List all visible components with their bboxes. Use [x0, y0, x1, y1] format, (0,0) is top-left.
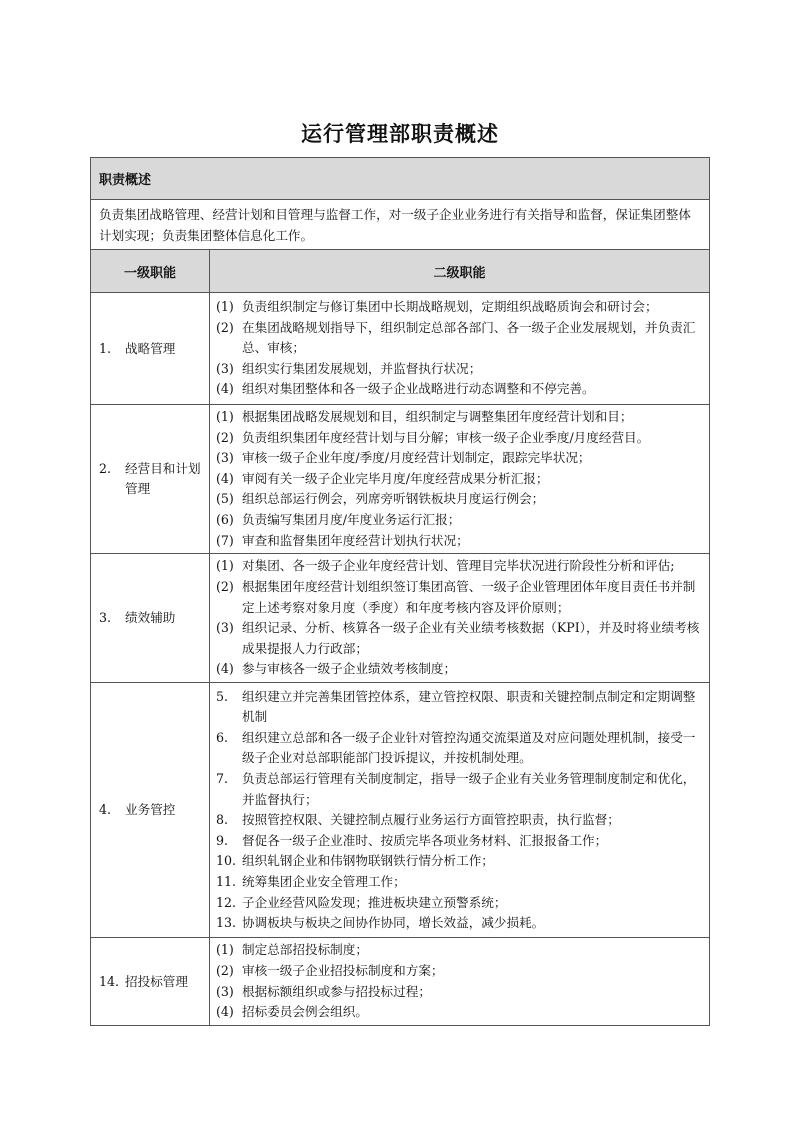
level1-name: 战略管理	[125, 340, 176, 356]
item-number: (4)	[216, 381, 234, 397]
overview-heading: 职责概述	[91, 158, 710, 200]
item-number: (7)	[216, 532, 234, 548]
item-number: (2)	[216, 319, 234, 335]
list-item	[216, 831, 703, 852]
item-number: 6.	[216, 729, 229, 745]
overview-text: 负责集团战略管理、经营计划和目管理与监督工作，对一级子企业业务进行有关指导和监督，保证集团整体计划实现；负责集团整体信息化工作。	[91, 200, 710, 250]
list-item	[216, 469, 703, 490]
item-number: (2)	[216, 429, 234, 445]
item-number: (2)	[216, 963, 234, 979]
item-text: 审查和监督集团年度经营计划执行状况；	[242, 532, 469, 548]
table-row	[91, 683, 710, 938]
level2-cell	[210, 554, 710, 683]
list-item	[216, 318, 703, 359]
level1-number: 14.	[99, 973, 120, 989]
item-number: (3)	[216, 620, 234, 636]
level1-number: 3.	[99, 610, 112, 626]
responsibility-table	[90, 157, 710, 1026]
list-item	[216, 428, 703, 449]
table-row	[91, 938, 710, 1026]
list-item	[216, 531, 703, 552]
list-item	[216, 448, 703, 469]
item-number: (3)	[216, 450, 234, 466]
level2-cell	[210, 405, 710, 554]
item-number: 9.	[216, 832, 229, 848]
level1-cell	[91, 293, 210, 405]
item-number: (1)	[216, 942, 234, 958]
item-number: 5.	[216, 688, 229, 704]
item-text: 组织总部运行例会，列席旁听钢铁板块月度运行例会；	[242, 491, 545, 507]
item-number: 8.	[216, 812, 229, 828]
item-number: (5)	[216, 491, 234, 507]
list-item	[216, 851, 703, 872]
item-number: 7.	[216, 770, 229, 786]
page-title: 运行管理部职责概述	[301, 121, 499, 146]
list-item	[216, 510, 703, 531]
item-number: 12.	[216, 894, 237, 910]
item-text: 组织建立总部和各一级子企业针对管控沟通交流渠道及对应问题处理机制，接受一级子企业对总部职能部门投诉提议，并按机制处理。	[242, 729, 696, 766]
item-number: (1)	[216, 409, 234, 424]
list-item	[216, 872, 703, 893]
list-item	[216, 577, 703, 618]
list-item	[216, 728, 703, 769]
item-number: (6)	[216, 511, 234, 527]
level1-number: 2.	[99, 461, 112, 477]
list-item	[216, 407, 703, 428]
level1-number: 1.	[99, 340, 112, 356]
level1-cell	[91, 938, 210, 1026]
list-item	[216, 659, 703, 680]
level1-cell	[91, 554, 210, 683]
item-text: 根据集团年度经营计划组织签订集团高管、一级子企业管理团体年度目责任书并制定上述考察对象月度（季度）和年度考核内容及评价原则；	[242, 578, 696, 615]
item-number: 13.	[216, 915, 237, 931]
list-item	[216, 893, 703, 914]
item-text: 组织轧钢企业和伟钢物联钢铁行情分析工作；	[242, 853, 494, 869]
item-number: (4)	[216, 661, 234, 677]
list-item	[216, 618, 703, 659]
item-text: 审核一级子企业招投标制度和方案；	[242, 963, 444, 979]
column-header-level1: 一级职能	[91, 250, 210, 293]
item-text: 组织建立并完善集团管控体系，建立管控权限、职责和关键控制点制定和定期调整机制	[242, 688, 696, 725]
item-text: 统筹集团企业安全管理工作；	[242, 873, 406, 889]
item-text: 根据标额组织或参与招投标过程；	[242, 983, 431, 999]
item-text: 负责组织制定与修订集团中长期战略规划，定期组织战略质询会和研讨会；	[242, 299, 658, 315]
item-text: 在集团战略规划指导下，组织制定总部各部门、各一级子企业发展规划，并负责汇总、审核；	[242, 319, 696, 356]
item-text: 协调板块与板块之间协作协同，增长效益，减少损耗。	[242, 915, 545, 931]
item-number: (4)	[216, 470, 234, 486]
list-item	[216, 982, 703, 1003]
item-text: 子企业经营风险发现；推进板块建立预警系统；	[242, 894, 507, 910]
item-text: 督促各一级子企业准时、按质完毕各项业务材料、汇报报备工作；	[242, 832, 608, 848]
item-number: (1)	[216, 558, 234, 574]
list-item	[216, 913, 703, 934]
column-header-level2: 二级职能	[210, 250, 710, 293]
level1-name: 业务管控	[125, 802, 176, 818]
level1-name: 经营目和计划管理	[125, 461, 201, 497]
list-item	[216, 961, 703, 982]
item-text: 招标委员会例会组织。	[242, 1004, 368, 1020]
table-row	[91, 293, 710, 405]
list-item	[216, 379, 703, 400]
item-text: 对集团、各一级子企业年度经营计划、管理目完毕状况进行阶段性分析和评估;	[242, 558, 675, 574]
list-item	[216, 1002, 703, 1023]
item-text: 按照管控权限、关键控制点履行业务运行方面管控职责，执行监督；	[242, 812, 620, 828]
item-number: (1)	[216, 299, 234, 315]
item-number: (3)	[216, 983, 234, 999]
table-row	[91, 554, 710, 683]
list-item	[216, 810, 703, 831]
item-text: 负责总部运行管理有关制度制定，指导一级子企业有关业务管理制度制定和优化，并监督执行；	[242, 770, 696, 807]
table-row	[91, 405, 710, 554]
level2-cell	[210, 293, 710, 405]
item-text: 组织实行集团发展规划，并监督执行状况；	[242, 360, 482, 376]
item-text: 根据集团战略发展规划和目，组织制定与调整集团年度经营计划和目；	[242, 409, 633, 424]
level1-cell	[91, 683, 210, 938]
list-item	[216, 556, 703, 577]
item-text: 组织记录、分析、核算各一级子企业有关业绩考核数据（KPI），并及时将业绩考核成果提报人力行政部；	[242, 620, 700, 656]
level1-name: 招投标管理	[125, 973, 188, 989]
item-number: (3)	[216, 360, 234, 376]
item-text: 负责组织集团年度经营计划与目分解；审核一级子企业季度/月度经营目。	[242, 429, 650, 445]
list-item	[216, 769, 703, 810]
item-text: 负责编写集团月度/年度业务运行汇报；	[242, 511, 461, 527]
list-item	[216, 489, 703, 510]
level1-cell	[91, 405, 210, 554]
level1-name: 绩效辅助	[125, 610, 176, 626]
level1-number: 4.	[99, 802, 112, 818]
level2-cell	[210, 683, 710, 938]
item-text: 参与审核各一级子企业绩效考核制度；	[242, 661, 457, 677]
item-number: (2)	[216, 578, 234, 594]
item-number: 10.	[216, 853, 237, 869]
list-item	[216, 687, 703, 728]
item-text: 制定总部招投标制度；	[242, 942, 368, 958]
item-text: 审阅有关一级子企业完毕月度/年度经营成果分析汇报；	[242, 470, 549, 486]
item-number: 11.	[216, 873, 237, 889]
list-item	[216, 940, 703, 961]
list-item	[216, 297, 703, 318]
list-item	[216, 359, 703, 380]
item-text: 审核一级子企业年度/季度/月度经营计划制定，跟踪完毕状况；	[242, 450, 591, 466]
item-text: 组织对集团整体和各一级子企业战略进行动态调整和不停完善。	[242, 381, 595, 397]
level2-cell	[210, 938, 710, 1026]
item-number: (4)	[216, 1004, 234, 1020]
